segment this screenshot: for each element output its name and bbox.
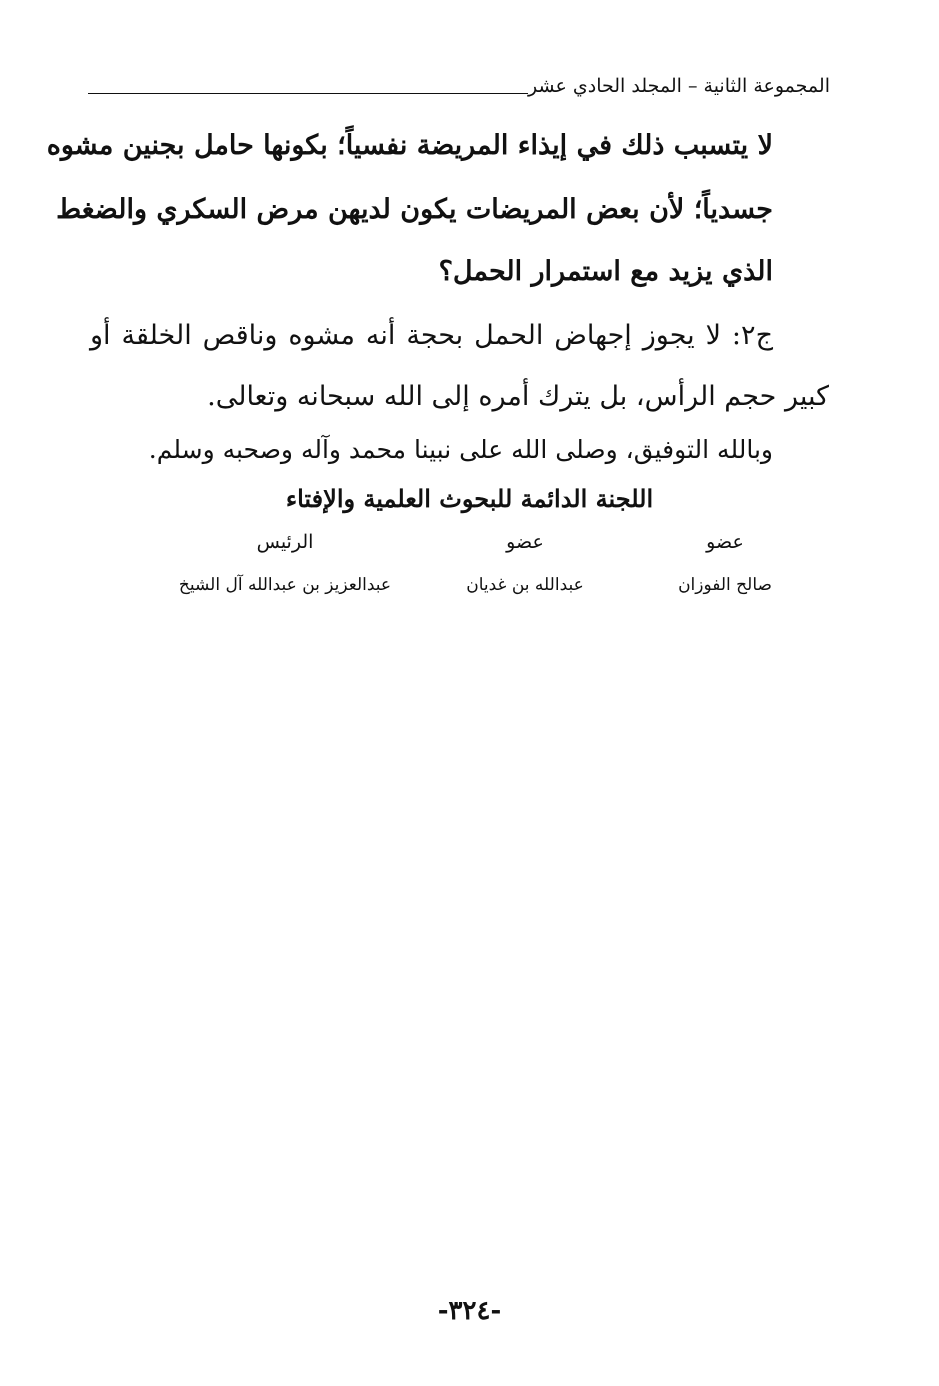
page-number: -٣٢٤- xyxy=(437,1296,502,1326)
answer-line-1: ج٢: لا يجوز إجهاض الحمل بحجة أنه مشوه وناقص الخلقة أو xyxy=(90,320,773,351)
signatory-2-name: عبدالله بن غديان xyxy=(466,575,584,595)
closing-line: وبالله التوفيق، وصلى الله على نبينا محمد وآله وصحبه وسلم. xyxy=(148,435,773,464)
running-header xyxy=(88,68,830,98)
question-line-1: لا يتسبب ذلك في إيذاء المريضة نفسياً؛ بكونها حامل بجنين مشوه xyxy=(46,130,773,161)
signatory-3-role: الرئيس xyxy=(256,531,314,553)
answer-line-2: كبير حجم الرأس، بل يترك أمره إلى الله سبحانه وتعالى. xyxy=(207,381,829,412)
question-line-3: الذي يزيد مع استمرار الحمل؟ xyxy=(438,256,773,287)
signatory-1-role: عضو xyxy=(706,531,744,553)
signatory-2-role: عضو xyxy=(506,531,544,553)
committee-name: اللجنة الدائمة للبحوث العلمية والإفتاء xyxy=(285,484,654,513)
header-rule xyxy=(88,93,528,94)
signatory-3-name: عبدالعزيز بن عبدالله آل الشيخ xyxy=(178,575,392,595)
signatory-1-name: صالح الفوزان xyxy=(678,575,772,595)
question-line-2: جسدياً؛ لأن بعض المريضات يكون لديهن مرض السكري والضغط xyxy=(56,194,773,225)
header-title: المجموعة الثانية – المجلد الحادي عشر xyxy=(528,75,830,97)
